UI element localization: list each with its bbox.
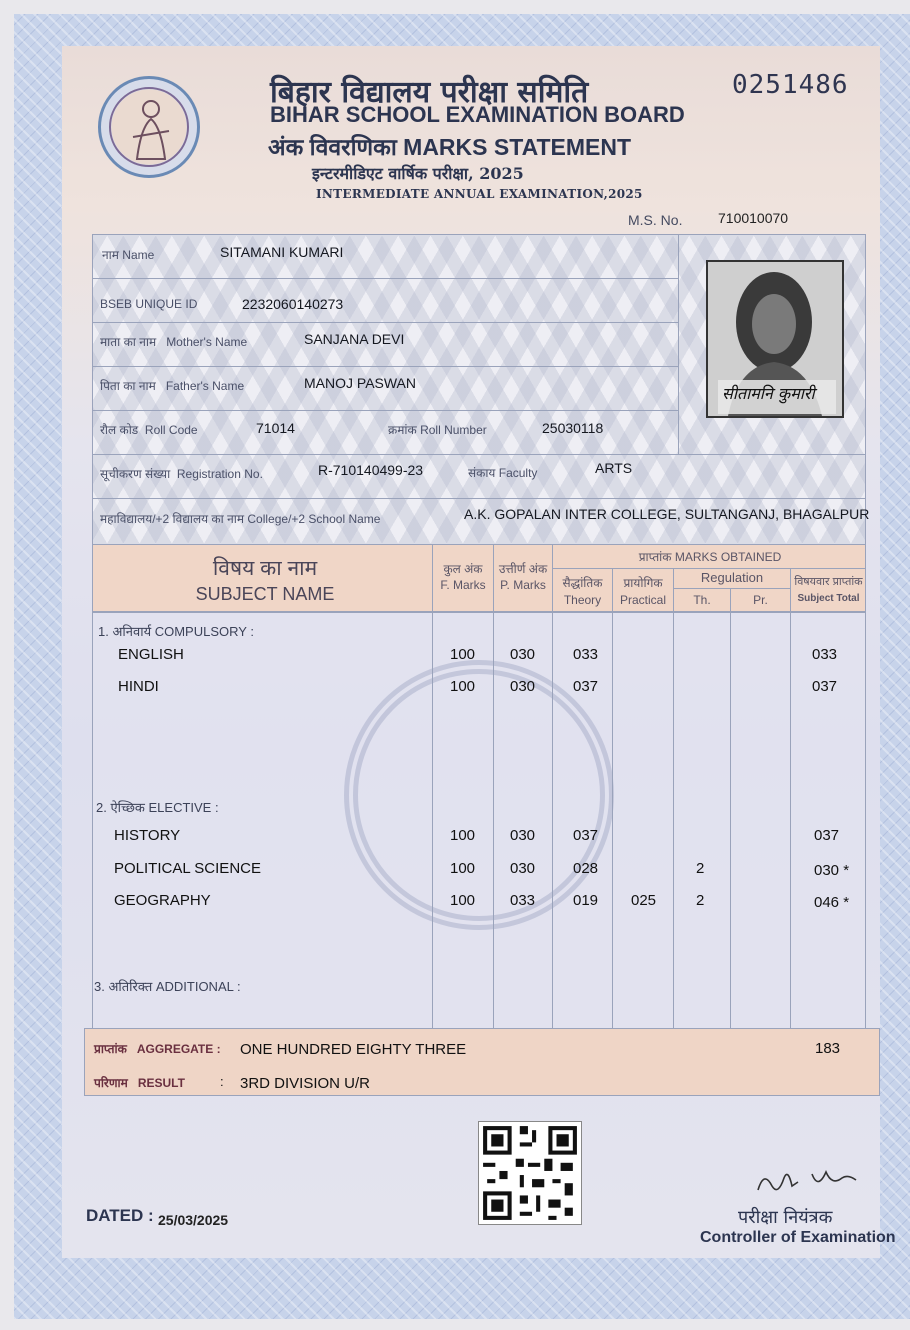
controller-title-hindi: परीक्षा नियंत्रक [738, 1207, 833, 1228]
subject-total-header-hindi: विषयवार प्राप्तांक [794, 576, 863, 588]
theory-marks: 028 [573, 860, 599, 877]
roll-number-label: क्रमांक Roll Number [388, 423, 487, 437]
result-value: 3RD DIVISION U/R [240, 1075, 371, 1092]
registration-value: R-710140499-23 [318, 462, 424, 478]
theory-header-english: Theory [563, 593, 602, 607]
watermark-seal [344, 660, 614, 930]
subject-name: ENGLISH [118, 646, 184, 663]
full-marks: 100 [450, 892, 476, 909]
college-label: महाविद्यालय/+2 विद्यालय का नाम College/+2 School Name [100, 512, 381, 526]
pmarks-header-hindi: उत्तीर्ण अंक [498, 562, 548, 576]
board-title-english: BIHAR SCHOOL EXAMINATION BOARD [270, 102, 685, 127]
regulation-th-marks: 2 [696, 892, 705, 909]
subject-name: POLITICAL SCIENCE [114, 860, 261, 877]
dated-label: DATED : [86, 1206, 154, 1225]
subject-total-header-english: Subject Total [797, 593, 860, 604]
faculty-value: ARTS [595, 460, 633, 476]
fmarks-header-hindi: कुल अंक [443, 562, 483, 576]
subject-total: 033 [812, 646, 838, 663]
student-photo [706, 260, 844, 418]
roll-code-value: 71014 [256, 420, 295, 436]
controller-signature [752, 1160, 862, 1204]
subject-header-hindi: विषय का नाम [212, 557, 318, 580]
student-name: SITAMANI KUMARI [220, 244, 344, 260]
practical-header-hindi: प्रायोगिक [623, 576, 663, 590]
pass-marks: 030 [510, 678, 536, 695]
uid-value: 2232060140273 [242, 296, 344, 312]
saraswati-emblem-icon [123, 97, 179, 163]
document-title: अंक विवरणिका MARKS STATEMENT [268, 134, 632, 160]
subject-name: HISTORY [114, 827, 181, 844]
board-logo [98, 76, 200, 178]
regulation-th-marks: 2 [696, 860, 705, 877]
full-marks: 100 [450, 827, 476, 844]
pmarks-header-english: P. Marks [500, 578, 546, 592]
uid-label: BSEB UNIQUE ID [100, 297, 198, 311]
board-title-hindi: बिहार विद्यालय परीक्षा समिति [270, 75, 589, 110]
theory-marks: 019 [573, 892, 599, 909]
section-elective: 2. ऐच्छिक ELECTIVE : [96, 800, 219, 815]
photo-signature: सीतामनि कुमारी [722, 384, 815, 403]
college-value: A.K. GOPALAN INTER COLLEGE, SULTANGANJ, BHAGALPUR [464, 506, 870, 522]
serial-number: 0251486 [732, 70, 849, 100]
verification-qr-code [478, 1121, 582, 1225]
theory-marks: 037 [573, 678, 599, 695]
subject-name: GEOGRAPHY [114, 892, 211, 909]
subject-total: 030 * [814, 862, 850, 879]
qr-code-icon [479, 1122, 581, 1224]
exam-title-english: INTERMEDIATE ANNUAL EXAMINATION,2025 [316, 187, 643, 201]
ms-no-label: M.S. No. [628, 212, 683, 228]
father-label: पिता का नाम Father's Name [100, 379, 245, 393]
section-compulsory: 1. अनिवार्य COMPULSORY : [98, 624, 254, 639]
issue-date: 25/03/2025 [158, 1212, 229, 1228]
exam-title-hindi: इन्टरमीडिएट वार्षिक परीक्षा, 2025 [312, 164, 524, 183]
full-marks: 100 [450, 860, 476, 877]
full-marks: 100 [450, 678, 476, 695]
subject-name: HINDI [118, 678, 159, 695]
pass-marks: 030 [510, 646, 536, 663]
registration-label: सूचीकरण संख्या Registration No. [100, 467, 263, 481]
fmarks-header-english: F. Marks [440, 578, 486, 592]
theory-marks: 033 [573, 646, 599, 663]
practical-header-english: Practical [619, 593, 666, 607]
regulation-th-header: Th. [693, 593, 711, 607]
controller-title-english: Controller of Examination [700, 1229, 896, 1246]
regulation-pr-header: Pr. [753, 593, 768, 607]
father-name: MANOJ PASWAN [304, 375, 417, 391]
result-label: परिणाम RESULT [94, 1076, 185, 1090]
pass-marks: 030 [510, 860, 536, 877]
aggregate-label: प्राप्तांक AGGREGATE : [94, 1042, 221, 1056]
ms-no-value: 710010070 [718, 210, 789, 226]
full-marks: 100 [450, 646, 476, 663]
regulation-header: Regulation [700, 570, 764, 585]
theory-header-hindi: सैद्धांतिक [562, 576, 603, 590]
aggregate-value: 183 [815, 1040, 841, 1057]
roll-number-value: 25030118 [542, 420, 604, 436]
marks-obtained-header: प्राप्तांक MARKS OBTAINED [638, 550, 782, 564]
roll-code-label: रौल कोड Roll Code [100, 423, 198, 437]
subject-total: 037 [812, 678, 838, 695]
name-label: नाम Name [102, 248, 155, 262]
subject-total: 046 * [814, 894, 850, 911]
aggregate-panel [84, 1028, 880, 1096]
mother-name: SANJANA DEVI [304, 331, 405, 347]
subject-total: 037 [814, 827, 840, 844]
subject-header-english: SUBJECT NAME [195, 584, 335, 604]
faculty-label: संकाय Faculty [468, 466, 538, 480]
practical-marks: 025 [631, 892, 657, 909]
theory-marks: 037 [573, 827, 599, 844]
result-colon: : [220, 1074, 224, 1089]
aggregate-words: ONE HUNDRED EIGHTY THREE [240, 1041, 467, 1058]
section-additional: 3. अतिरिक्त ADDITIONAL : [94, 979, 241, 994]
mother-label: माता का नाम Mother's Name [100, 335, 248, 349]
pass-marks: 030 [510, 827, 536, 844]
pass-marks: 033 [510, 892, 536, 909]
